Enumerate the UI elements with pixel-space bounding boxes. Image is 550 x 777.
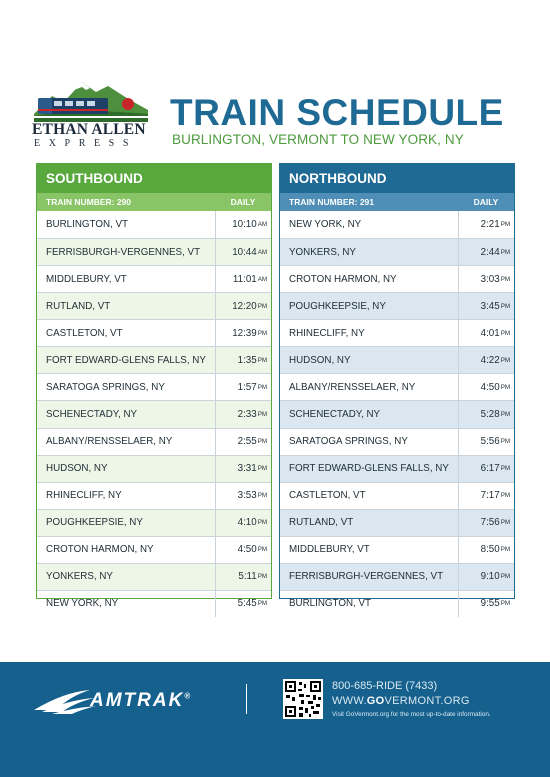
departure-time [215,293,271,319]
table-row [37,428,271,455]
time-ampm: PM [257,492,267,500]
amtrak-brand [90,690,190,712]
time-ampm: PM [500,410,510,418]
time-value: 2:44 [480,246,500,258]
departure-time [458,293,514,319]
time-ampm: PM [500,383,510,391]
phone-number[interactable]: 800-685-RIDE (7433) [332,680,438,692]
northbound-train-number: TRAIN NUMBER: 291 [289,197,375,207]
departure-time [215,429,271,455]
registered-mark: ® [184,691,191,701]
table-row [37,590,271,617]
table-row [37,265,271,292]
footer-divider [246,684,247,714]
station-name: RUTLAND, VT [289,517,354,529]
departure-time [215,401,271,427]
time-value: 9:55 [480,598,500,610]
time-ampm: PM [257,356,267,364]
departure-time [215,483,271,509]
time-ampm: PM [500,465,510,473]
time-value: 12:20 [232,300,257,312]
station-name: CASTLETON, VT [289,490,366,502]
time-value: 2:21 [480,219,500,231]
time-ampm: PM [257,329,267,337]
time-value: 8:50 [480,544,500,556]
time-ampm: PM [257,519,267,527]
time-value: 4:50 [480,381,500,393]
departure-time [215,347,271,373]
table-row [280,211,514,238]
station-name: POUGHKEEPSIE, NY [46,517,143,529]
departure-time [215,320,271,346]
departure-time [215,537,271,563]
time-ampm: PM [257,302,267,310]
table-row [37,509,271,536]
logo-subtitle: EXPRESS [34,138,137,149]
time-value: 5:28 [480,408,500,420]
departure-time [458,320,514,346]
table-row [280,238,514,265]
time-ampm: AM [257,221,267,229]
table-row [280,482,514,509]
table-row [280,400,514,427]
time-ampm: PM [500,302,510,310]
time-value: 4:50 [237,544,257,556]
website-suffix: VERMONT.ORG [384,695,470,707]
southbound-table [36,163,272,610]
station-name: SARATOGA SPRINGS, NY [46,381,165,393]
departure-time [215,239,271,265]
website-bold: GO [366,695,385,707]
departure-time [458,374,514,400]
time-value: 1:57 [237,381,257,393]
departure-time [215,564,271,590]
time-ampm: PM [500,221,510,229]
time-ampm: PM [500,329,510,337]
qr-code-icon [283,679,323,719]
departure-time [215,510,271,536]
table-row [280,509,514,536]
table-row [37,536,271,563]
time-value: 3:03 [480,273,500,285]
station-name: CASTLETON, VT [46,327,123,339]
table-row [280,590,514,617]
time-value: 3:53 [237,490,257,502]
time-ampm: AM [257,248,267,256]
station-name: FORT EDWARD-GLENS FALLS, NY [289,463,449,475]
table-row [37,319,271,346]
table-row [280,455,514,482]
table-row [37,238,271,265]
time-value: 3:31 [237,463,257,475]
departure-time [215,591,271,617]
table-row [37,346,271,373]
time-ampm: AM [257,275,267,283]
table-row [280,346,514,373]
page-title: TRAIN SCHEDULE [170,92,504,133]
time-value: 11:01 [232,273,257,285]
table-row [37,373,271,400]
time-value: 5:11 [238,571,257,583]
station-name: ALBANY/RENSSELAER, NY [46,436,173,448]
table-row [280,536,514,563]
time-ampm: PM [500,492,510,500]
station-name: FERRISBURGH-VERGENNES, VT [289,571,444,583]
station-name: NEW YORK, NY [289,219,362,231]
time-ampm: PM [257,546,267,554]
northbound-heading: NORTHBOUND [280,164,514,193]
time-value: 2:55 [237,436,257,448]
website-link[interactable] [332,695,491,707]
table-row [37,563,271,590]
table-row [280,428,514,455]
time-ampm: PM [500,573,510,581]
time-ampm: PM [500,519,510,527]
station-name: YONKERS, NY [289,246,356,258]
departure-time [458,429,514,455]
contact-info [332,680,491,718]
departure-time [458,347,514,373]
station-name: HUDSON, NY [46,463,108,475]
station-name: YONKERS, NY [46,571,113,583]
departure-time [458,510,514,536]
departure-time [215,266,271,292]
station-name: RHINECLIFF, NY [289,327,365,339]
station-name: SCHENECTADY, NY [46,408,138,420]
time-ampm: PM [257,600,267,608]
footer-note: Visit GoVermont.org for the most up-to-date information. [332,711,491,718]
station-name: MIDDLEBURY, VT [46,273,127,285]
station-name: BURLINGTON, VT [289,598,372,610]
time-ampm: PM [257,438,267,446]
logo-name: ETHAN ALLEN [32,121,146,138]
station-name: CROTON HARMON, NY [46,544,154,556]
page-subtitle: BURLINGTON, VERMONT TO NEW YORK, NY [172,132,464,147]
station-name: NEW YORK, NY [46,598,119,610]
time-ampm: PM [500,600,510,608]
station-name: SARATOGA SPRINGS, NY [289,436,408,448]
time-value: 9:10 [480,571,500,583]
time-value: 10:44 [232,246,257,258]
table-row [280,292,514,319]
amtrak-wordmark: AMTRAK [90,690,185,711]
time-value: 7:17 [480,490,500,502]
southbound-column-header [37,193,271,211]
time-ampm: PM [500,438,510,446]
station-name: ALBANY/RENSSELAER, NY [289,381,416,393]
northbound-rows [280,211,514,617]
train-logo-icon [34,74,148,122]
departure-time [458,483,514,509]
time-value: 5:56 [480,436,500,448]
footer [0,662,550,777]
table-row [37,211,271,238]
time-value: 4:10 [237,517,257,529]
departure-time [215,374,271,400]
table-row [37,482,271,509]
departure-time [458,564,514,590]
time-value: 6:17 [480,463,500,475]
northbound-table [279,163,515,610]
table-row [37,400,271,427]
station-name: FERRISBURGH-VERGENNES, VT [46,246,201,258]
station-name: RHINECLIFF, NY [46,490,122,502]
northbound-column-header [280,193,514,211]
departure-time [215,211,271,238]
station-name: SCHENECTADY, NY [289,408,381,420]
southbound-heading: SOUTHBOUND [37,164,271,193]
table-row [280,373,514,400]
time-value: 4:01 [480,327,500,339]
station-name: BURLINGTON, VT [46,219,129,231]
station-name: HUDSON, NY [289,354,351,366]
table-row [37,292,271,319]
time-value: 4:22 [480,354,500,366]
station-name: FORT EDWARD-GLENS FALLS, NY [46,354,206,366]
time-ampm: PM [500,546,510,554]
departure-time [458,401,514,427]
time-ampm: PM [500,275,510,283]
table-row [280,319,514,346]
station-name: RUTLAND, VT [46,300,111,312]
time-value: 10:10 [232,219,257,231]
time-ampm: PM [257,573,267,581]
table-row [37,455,271,482]
website-prefix: WWW. [332,695,367,707]
time-value: 5:45 [237,598,257,610]
departure-time [458,266,514,292]
station-name: CROTON HARMON, NY [289,273,397,285]
station-name: MIDDLEBURY, VT [289,544,370,556]
time-ampm: PM [500,356,510,364]
time-value: 2:33 [237,408,257,420]
southbound-frequency: DAILY [230,197,256,207]
departure-time [458,591,514,617]
departure-time [458,239,514,265]
time-ampm: PM [500,248,510,256]
time-ampm: PM [257,383,267,391]
southbound-train-number: TRAIN NUMBER: 290 [46,197,132,207]
ethan-allen-logo [30,72,152,152]
time-value: 3:45 [480,300,500,312]
time-value: 12:39 [232,327,257,339]
departure-time [458,211,514,238]
time-value: 7:56 [480,517,500,529]
departure-time [458,456,514,482]
time-value: 1:35 [237,354,257,366]
departure-time [215,456,271,482]
departure-time [458,537,514,563]
table-row [280,265,514,292]
time-ampm: PM [257,465,267,473]
northbound-frequency: DAILY [473,197,499,207]
station-name: POUGHKEEPSIE, NY [289,300,386,312]
southbound-rows [37,211,271,617]
time-ampm: PM [257,410,267,418]
table-row [280,563,514,590]
